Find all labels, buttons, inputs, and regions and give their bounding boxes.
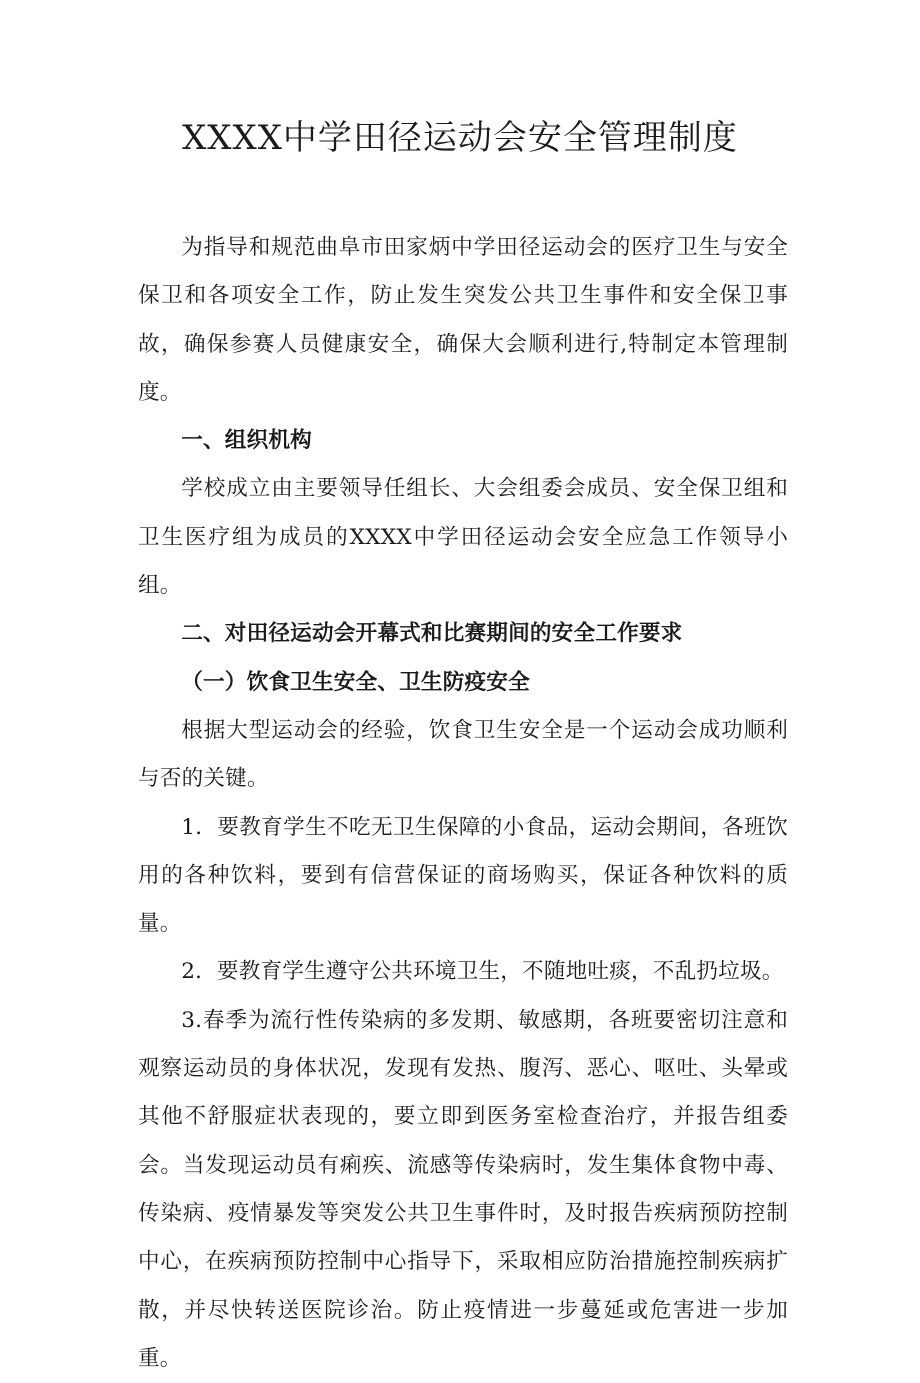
- food-hygiene-paragraph: 根据大型运动会的经验，饮食卫生安全是一个运动会成功顺利与否的关键。: [138, 717, 788, 792]
- list-item-2: 2．要教育学生遵守公共环境卫生，不随地吐痰，不乱扔垃圾。: [181, 959, 784, 985]
- document-title: XXXX中学田径运动会安全管理制度: [182, 118, 738, 158]
- section-heading-safety-requirements: 二、对田径运动会开幕式和比赛期间的安全工作要求: [181, 621, 683, 647]
- list-item-1: 1．要教育学生不吃无卫生保障的小食品，运动会期间，各班饮用的各种饮料，要到有信营保证的商场购买，保证各种饮料的质量。: [138, 814, 788, 937]
- organization-paragraph: 学校成立由主要领导任组长、大会组委会成员、安全保卫组和卫生医疗组为成员的XXXX中学田径运动会安全应急工作领导小组。: [138, 476, 788, 599]
- subsection-heading-food-hygiene: （一）饮食卫生安全、卫生防疫安全: [181, 669, 530, 695]
- document-body: [138, 224, 788, 1383]
- intro-paragraph: 为指导和规范曲阜市田家炳中学田径运动会的医疗卫生与安全保卫和各项安全工作，防止发生突发公共卫生事件和安全保卫事故，确保参赛人员健康安全，确保大会顺利进行,特制定本管理制度。: [138, 235, 788, 405]
- section-heading-organization: 一、组织机构: [181, 428, 312, 454]
- list-item-3: 3.春季为流行性传染病的多发期、敏感期，各班要密切注意和观察运动员的身体状况，发现有发热、腹泻、恶心、呕吐、头晕或其他不舒服症状表现的，要立即到医务室检查治疗，并报告组委会。当发现运动员有痢疾、流感等传染病时，发生集体食物中毒、传染病、疫情暴发等突发公共卫生事件时，及时报告疾病预防控制中心，在疾病预防控制中心指导下，采取相应防治措施控制疾病扩散，并尽快转送医院诊治。防止疫情进一步蔓延或危害进一步加重。: [138, 1007, 788, 1371]
